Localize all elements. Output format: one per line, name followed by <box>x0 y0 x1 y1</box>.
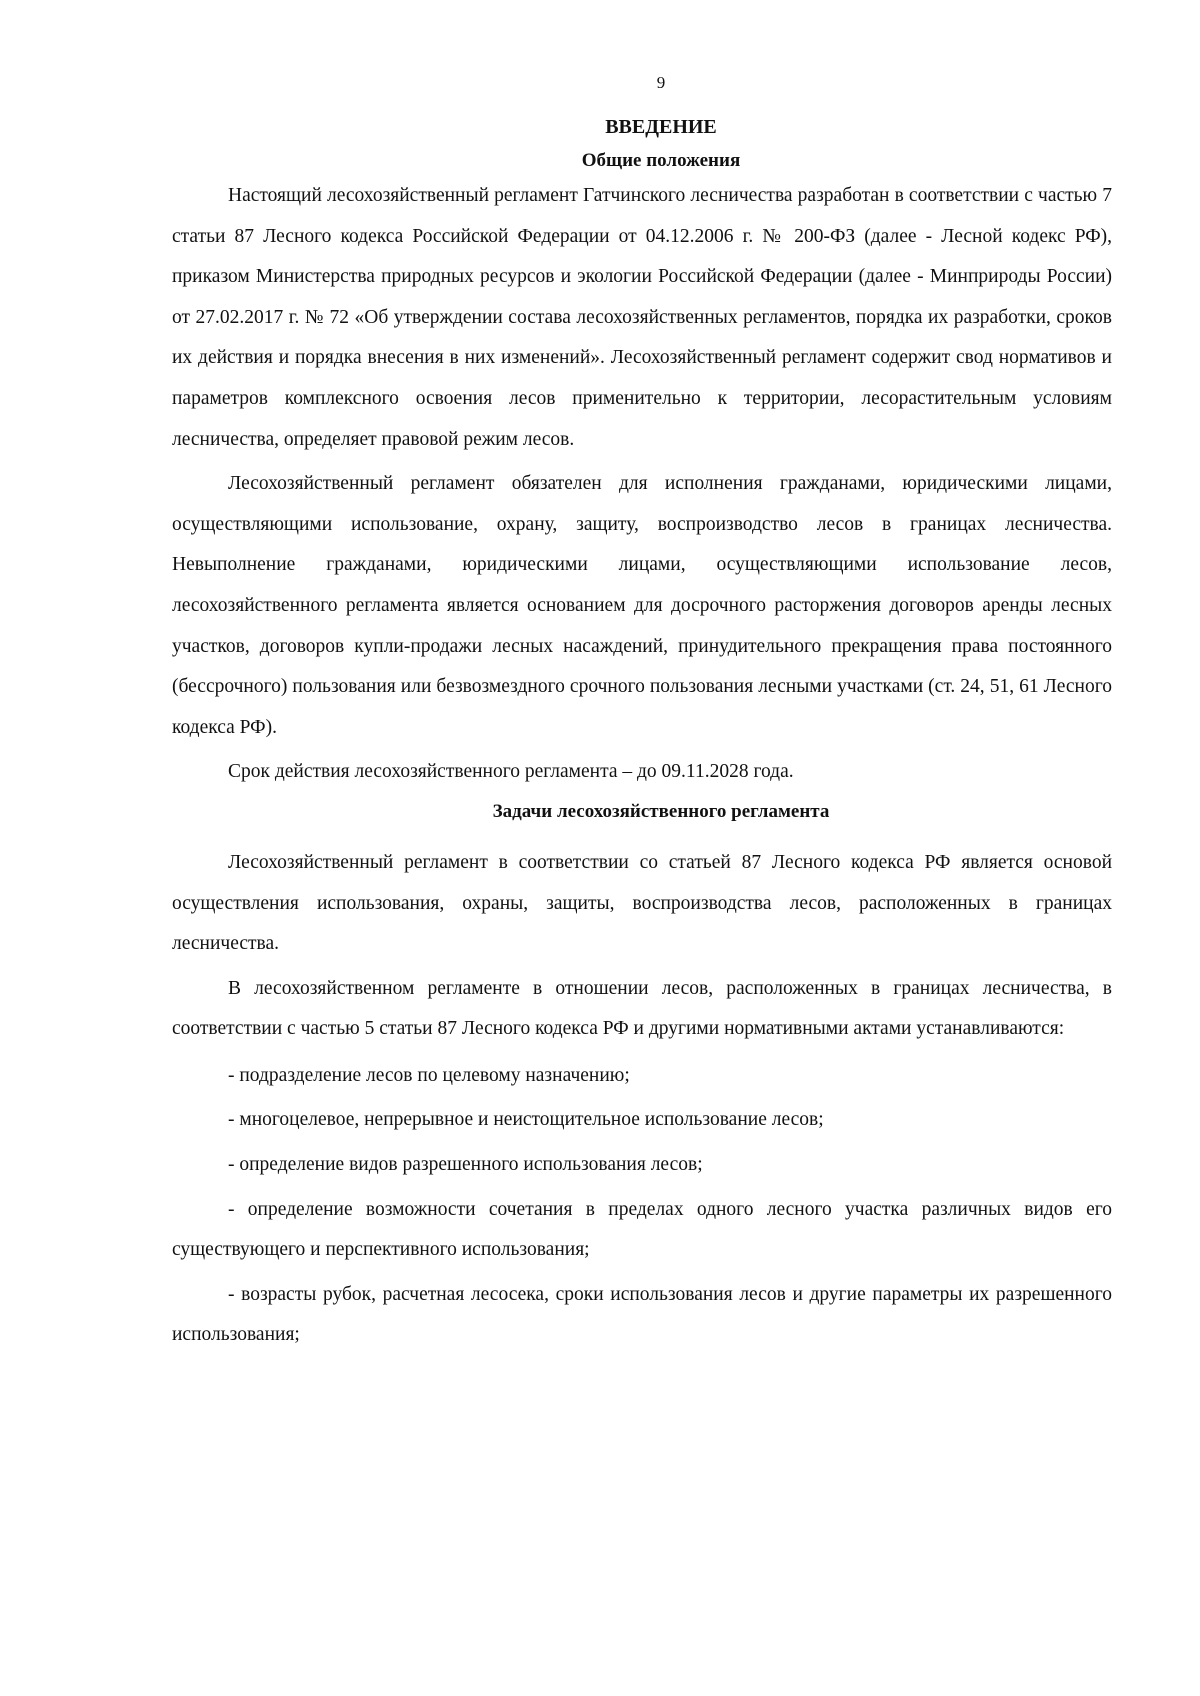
list-item: - определение видов разрешенного использования лесов; <box>228 1154 703 1176</box>
list-item: - возрасты рубок, расчетная лесосека, сроки использования лесов и другие параметры их разрешенного использования; <box>172 1283 1112 1346</box>
paragraph-general-1: Настоящий лесохозяйственный регламент Гатчинского лесничества разработан в соответствии с частью 7 статьи 87 Лесного кодекса Российской Федерации от 04.12.2006 г. № 200-ФЗ (далее - Лесной кодекс РФ), приказом Министерства природных ресурсов и экологии Российской Федерации (далее - Минприроды России) от 27.02.2017 г. № 72 «Об утверждении состава лесохозяйственных регламентов, порядка их разработки, сроков их действия и порядка внесения в них изменений». Лесохозяйственный регламент содержит свод нормативов и параметров комплексного освоения лесов применительно к территории, лесорастительным условиям лесничества, определяет правовой режим лесов. <box>172 185 1112 450</box>
document-title: ВВЕДЕНИЕ <box>605 116 717 138</box>
paragraph-tasks-2: В лесохозяйственном регламенте в отношении лесов, расположенных в границах лесничества, в соответствии с частью 5 статьи 87 Лесного кодекса РФ и другими нормативными актами устанавливаются: <box>172 977 1112 1040</box>
paragraph-general-3: Срок действия лесохозяйственного регламента – до 09.11.2028 года. <box>228 761 794 783</box>
list-item: - определение возможности сочетания в пределах одного лесного участка различных видов его существующего и перспективного использования; <box>172 1198 1112 1261</box>
section-heading-general: Общие положения <box>581 150 741 171</box>
list-item: - подразделение лесов по целевому назначению; <box>228 1064 630 1086</box>
list-item: - многоцелевое, непрерывное и неистощительное использование лесов; <box>228 1109 824 1131</box>
section-heading-tasks: Задачи лесохозяйственного регламента <box>492 800 830 822</box>
paragraph-general-2: Лесохозяйственный регламент обязателен для исполнения гражданами, юридическими лицами, осуществляющими использование, охрану, защиту, воспроизводство лесов в границах лесничества. Невыполнение гражданами, юридическими лицами, осуществляющими использование лесов, лесохозяйственного регламента является основанием для досрочного расторжения договоров аренды лесных участков, договоров купли-продажи лесных насаждений, принудительного прекращения права постоянного (бессрочного) пользования или безвозмездного срочного пользования лесными участками (ст. 24, 51, 61 Лесного кодекса РФ). <box>172 473 1112 738</box>
paragraph-tasks-1: Лесохозяйственный регламент в соответствии со статьей 87 Лесного кодекса РФ является основой осуществления использования, охраны, защиты, воспроизводства лесов, расположенных в границах лесничества. <box>172 851 1112 955</box>
page-number: 9 <box>656 73 666 92</box>
